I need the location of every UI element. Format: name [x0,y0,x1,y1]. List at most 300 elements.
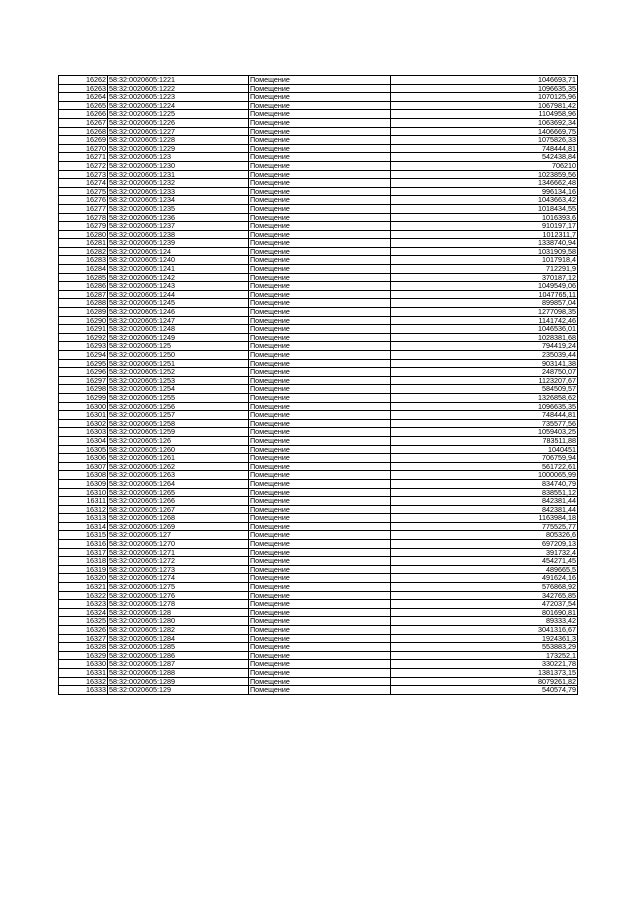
object-type-cell: Помещение [249,222,391,231]
row-number-cell: 16323 [59,600,108,609]
cadastral-value-cell: 1031909,58 [391,247,578,256]
table-row [59,617,578,626]
row-number-cell: 16280 [59,230,108,239]
row-number-cell: 16301 [59,411,108,420]
row-number-cell: 16291 [59,325,108,334]
row-number-cell: 16270 [59,144,108,153]
row-number-cell: 16288 [59,299,108,308]
cadastral-value-cell: 697209,13 [391,540,578,549]
object-type-cell: Помещение [249,256,391,265]
cadastral-value-cell: 996134,16 [391,187,578,196]
cadastral-number-cell: 58:32:0020605:1286 [108,651,249,660]
object-type-cell: Помещение [249,557,391,566]
object-type-cell: Помещение [249,565,391,574]
object-type-cell: Помещение [249,153,391,162]
row-number-cell: 16287 [59,290,108,299]
object-type-cell: Помещение [249,127,391,136]
row-number-cell: 16308 [59,471,108,480]
cadastral-value-cell: 1017918,4 [391,256,578,265]
table-row [59,230,578,239]
cadastral-number-cell: 58:32:0020605:1285 [108,643,249,652]
cadastral-number-cell: 58:32:0020605:1263 [108,471,249,480]
cadastral-number-cell: 58:32:0020605:1262 [108,462,249,471]
row-number-cell: 16320 [59,574,108,583]
table-row [59,497,578,506]
row-number-cell: 16278 [59,213,108,222]
row-number-cell: 16328 [59,643,108,652]
cadastral-number-cell: 58:32:0020605:1270 [108,540,249,549]
object-type-cell: Помещение [249,333,391,342]
table-row [59,600,578,609]
row-number-cell: 16330 [59,660,108,669]
cadastral-number-cell: 58:32:0020605:1265 [108,488,249,497]
cadastral-number-cell: 58:32:0020605:1278 [108,600,249,609]
row-number-cell: 16275 [59,187,108,196]
table-row [59,342,578,351]
row-number-cell: 16321 [59,583,108,592]
table-row [59,325,578,334]
cadastral-value-cell: 801690,81 [391,608,578,617]
row-number-cell: 16268 [59,127,108,136]
object-type-cell: Помещение [249,316,391,325]
object-type-cell: Помещение [249,522,391,531]
cadastral-value-table [58,75,578,695]
cadastral-value-cell: 1338740,94 [391,239,578,248]
object-type-cell: Помещение [249,136,391,145]
row-number-cell: 16305 [59,445,108,454]
object-type-cell: Помещение [249,273,391,282]
cadastral-number-cell: 58:32:0020605:1275 [108,583,249,592]
object-type-cell: Помещение [249,454,391,463]
cadastral-number-cell: 58:32:0020605:1237 [108,222,249,231]
cadastral-number-cell: 58:32:0020605:1256 [108,402,249,411]
object-type-cell: Помещение [249,514,391,523]
row-number-cell: 16284 [59,265,108,274]
row-number-cell: 16296 [59,368,108,377]
cadastral-value-cell: 1067981,42 [391,101,578,110]
cadastral-number-cell: 58:32:0020605:1287 [108,660,249,669]
table-body [59,76,578,695]
cadastral-value-cell: 1023859,56 [391,170,578,179]
row-number-cell: 16274 [59,179,108,188]
object-type-cell: Помещение [249,591,391,600]
table-row [59,368,578,377]
object-type-cell: Помещение [249,651,391,660]
row-number-cell: 16332 [59,677,108,686]
table-row [59,522,578,531]
cadastral-value-cell: 1096635,35 [391,402,578,411]
cadastral-number-cell: 58:32:0020605:1272 [108,557,249,566]
cadastral-value-cell: 576868,92 [391,583,578,592]
object-type-cell: Помещение [249,110,391,119]
table-row [59,179,578,188]
row-number-cell: 16316 [59,540,108,549]
cadastral-value-cell: 173252,1 [391,651,578,660]
object-type-cell: Помещение [249,144,391,153]
table-row [59,239,578,248]
cadastral-number-cell: 58:32:0020605:129 [108,686,249,695]
row-number-cell: 16315 [59,531,108,540]
cadastral-value-cell: 1018434,55 [391,204,578,213]
table-row [59,411,578,420]
table-row [59,290,578,299]
cadastral-value-cell: 1406669,75 [391,127,578,136]
row-number-cell: 16273 [59,170,108,179]
object-type-cell: Помещение [249,239,391,248]
table-row [59,333,578,342]
cadastral-value-cell: 834740,79 [391,479,578,488]
cadastral-value-cell: 1326858,62 [391,393,578,402]
row-number-cell: 16292 [59,333,108,342]
table-row [59,247,578,256]
cadastral-value-cell: 1277098,35 [391,308,578,317]
object-type-cell: Помещение [249,325,391,334]
table-row [59,548,578,557]
row-number-cell: 16331 [59,668,108,677]
object-type-cell: Помещение [249,265,391,274]
row-number-cell: 16293 [59,342,108,351]
cadastral-number-cell: 58:32:0020605:123 [108,153,249,162]
table-row [59,187,578,196]
cadastral-value-cell: 1123207,67 [391,376,578,385]
cadastral-number-cell: 58:32:0020605:1261 [108,454,249,463]
table-row [59,265,578,274]
cadastral-value-cell: 1924361,3 [391,634,578,643]
cadastral-value-cell: 1028381,68 [391,333,578,342]
table-row [59,93,578,102]
table-row [59,540,578,549]
object-type-cell: Помещение [249,445,391,454]
cadastral-value-cell: 1141742,46 [391,316,578,325]
object-type-cell: Помещение [249,479,391,488]
cadastral-number-cell: 58:32:0020605:1259 [108,428,249,437]
cadastral-number-cell: 58:32:0020605:1267 [108,505,249,514]
object-type-cell: Помещение [249,161,391,170]
object-type-cell: Помещение [249,497,391,506]
cadastral-number-cell: 58:32:0020605:1245 [108,299,249,308]
table-row [59,565,578,574]
cadastral-number-cell: 58:32:0020605:1233 [108,187,249,196]
object-type-cell: Помещение [249,574,391,583]
table-row [59,686,578,695]
row-number-cell: 16318 [59,557,108,566]
table-row [59,76,578,85]
cadastral-number-cell: 58:32:0020605:1257 [108,411,249,420]
table-row [59,351,578,360]
table-row [59,101,578,110]
object-type-cell: Помещение [249,351,391,360]
table-row [59,428,578,437]
table-row [59,256,578,265]
cadastral-number-cell: 58:32:0020605:1239 [108,239,249,248]
table-row [59,531,578,540]
cadastral-value-cell: 1075826,33 [391,136,578,145]
table-row [59,196,578,205]
cadastral-value-cell: 3041316,67 [391,626,578,635]
object-type-cell: Помещение [249,101,391,110]
object-type-cell: Помещение [249,393,391,402]
row-number-cell: 16309 [59,479,108,488]
table-row [59,161,578,170]
object-type-cell: Помещение [249,84,391,93]
cadastral-number-cell: 58:32:0020605:1221 [108,76,249,85]
cadastral-number-cell: 58:32:0020605:1238 [108,230,249,239]
object-type-cell: Помещение [249,608,391,617]
cadastral-number-cell: 58:32:0020605:127 [108,531,249,540]
object-type-cell: Помещение [249,230,391,239]
object-type-cell: Помещение [249,600,391,609]
table-row [59,359,578,368]
cadastral-number-cell: 58:32:0020605:1234 [108,196,249,205]
cadastral-value-cell: 1012311,7 [391,230,578,239]
cadastral-number-cell: 58:32:0020605:1258 [108,419,249,428]
row-number-cell: 16297 [59,376,108,385]
row-number-cell: 16282 [59,247,108,256]
object-type-cell: Помещение [249,376,391,385]
cadastral-value-cell: 1070125,96 [391,93,578,102]
cadastral-number-cell: 58:32:0020605:1264 [108,479,249,488]
object-type-cell: Помещение [249,402,391,411]
row-number-cell: 16283 [59,256,108,265]
table-row [59,144,578,153]
table-row [59,204,578,213]
cadastral-value-cell: 910197,17 [391,222,578,231]
cadastral-value-cell: 903141,38 [391,359,578,368]
object-type-cell: Помещение [249,299,391,308]
cadastral-value-cell: 1346662,48 [391,179,578,188]
table-row [59,462,578,471]
object-type-cell: Помещение [249,436,391,445]
table-row [59,471,578,480]
table-row [59,668,578,677]
table-row [59,282,578,291]
cadastral-number-cell: 58:32:0020605:1255 [108,393,249,402]
cadastral-value-cell: 706210 [391,161,578,170]
cadastral-value-cell: 1104958,96 [391,110,578,119]
cadastral-value-cell: 1049549,06 [391,282,578,291]
table-row [59,488,578,497]
cadastral-number-cell: 58:32:0020605:1227 [108,127,249,136]
cadastral-value-cell: 8079261,82 [391,677,578,686]
row-number-cell: 16276 [59,196,108,205]
cadastral-value-cell: 542438,84 [391,153,578,162]
row-number-cell: 16302 [59,419,108,428]
cadastral-value-cell: 1381373,15 [391,668,578,677]
table-row [59,514,578,523]
object-type-cell: Помещение [249,471,391,480]
object-type-cell: Помещение [249,488,391,497]
table-row [59,222,578,231]
table-row [59,376,578,385]
cadastral-value-cell: 794419,24 [391,342,578,351]
row-number-cell: 16294 [59,351,108,360]
cadastral-value-cell: 1040451 [391,445,578,454]
object-type-cell: Помещение [249,419,391,428]
object-type-cell: Помещение [249,76,391,85]
object-type-cell: Помещение [249,385,391,394]
row-number-cell: 16272 [59,161,108,170]
object-type-cell: Помещение [249,204,391,213]
cadastral-value-cell: 748444,81 [391,411,578,420]
object-type-cell: Помещение [249,505,391,514]
object-type-cell: Помещение [249,342,391,351]
row-number-cell: 16264 [59,93,108,102]
object-type-cell: Помещение [249,359,391,368]
cadastral-value-cell: 89333,42 [391,617,578,626]
row-number-cell: 16263 [59,84,108,93]
row-number-cell: 16312 [59,505,108,514]
table-row [59,127,578,136]
table-row [59,677,578,686]
cadastral-number-cell: 58:32:0020605:1230 [108,161,249,170]
row-number-cell: 16285 [59,273,108,282]
cadastral-number-cell: 58:32:0020605:1232 [108,179,249,188]
object-type-cell: Помещение [249,308,391,317]
object-type-cell: Помещение [249,643,391,652]
row-number-cell: 16277 [59,204,108,213]
object-type-cell: Помещение [249,686,391,695]
cadastral-value-cell: 1046536,01 [391,325,578,334]
table-row [59,110,578,119]
object-type-cell: Помещение [249,677,391,686]
cadastral-number-cell: 58:32:0020605:1251 [108,359,249,368]
object-type-cell: Помещение [249,583,391,592]
row-number-cell: 16267 [59,118,108,127]
cadastral-value-cell: 540574,79 [391,686,578,695]
cadastral-value-cell: 248750,07 [391,368,578,377]
cadastral-number-cell: 58:32:0020605:1288 [108,668,249,677]
cadastral-number-cell: 58:32:0020605:1282 [108,626,249,635]
cadastral-value-cell: 1046693,71 [391,76,578,85]
object-type-cell: Помещение [249,368,391,377]
cadastral-value-cell: 370187,12 [391,273,578,282]
cadastral-value-cell: 842381,44 [391,505,578,514]
table-row [59,608,578,617]
cadastral-number-cell: 58:32:0020605:1254 [108,385,249,394]
object-type-cell: Помещение [249,213,391,222]
table-row [59,505,578,514]
cadastral-number-cell: 58:32:0020605:1260 [108,445,249,454]
table-row [59,643,578,652]
cadastral-value-cell: 842381,44 [391,497,578,506]
row-number-cell: 16295 [59,359,108,368]
cadastral-value-cell: 1059403,25 [391,428,578,437]
object-type-cell: Помещение [249,411,391,420]
object-type-cell: Помещение [249,531,391,540]
row-number-cell: 16303 [59,428,108,437]
cadastral-number-cell: 58:32:0020605:1280 [108,617,249,626]
row-number-cell: 16325 [59,617,108,626]
cadastral-number-cell: 58:32:0020605:128 [108,608,249,617]
cadastral-value-cell: 1096635,35 [391,84,578,93]
table-row [59,419,578,428]
cadastral-value-cell: 783511,88 [391,436,578,445]
cadastral-number-cell: 58:32:0020605:1274 [108,574,249,583]
table-row [59,118,578,127]
row-number-cell: 16324 [59,608,108,617]
row-number-cell: 16313 [59,514,108,523]
cadastral-number-cell: 58:32:0020605:1242 [108,273,249,282]
cadastral-value-cell: 748444,81 [391,144,578,153]
cadastral-number-cell: 58:32:0020605:125 [108,342,249,351]
object-type-cell: Помещение [249,660,391,669]
row-number-cell: 16304 [59,436,108,445]
row-number-cell: 16262 [59,76,108,85]
table-row [59,385,578,394]
row-number-cell: 16281 [59,239,108,248]
table-row [59,660,578,669]
cadastral-number-cell: 58:32:0020605:1276 [108,591,249,600]
cadastral-number-cell: 58:32:0020605:1231 [108,170,249,179]
row-number-cell: 16329 [59,651,108,660]
cadastral-value-cell: 1000065,99 [391,471,578,480]
table-row [59,557,578,566]
table-row [59,634,578,643]
row-number-cell: 16271 [59,153,108,162]
cadastral-number-cell: 58:32:0020605:1289 [108,677,249,686]
cadastral-value-cell: 391732,4 [391,548,578,557]
object-type-cell: Помещение [249,548,391,557]
table-row [59,454,578,463]
cadastral-number-cell: 58:32:0020605:1235 [108,204,249,213]
table-row [59,273,578,282]
cadastral-number-cell: 58:32:0020605:126 [108,436,249,445]
object-type-cell: Помещение [249,462,391,471]
object-type-cell: Помещение [249,617,391,626]
row-number-cell: 16289 [59,308,108,317]
row-number-cell: 16299 [59,393,108,402]
cadastral-value-cell: 489665,5 [391,565,578,574]
row-number-cell: 16311 [59,497,108,506]
cadastral-number-cell: 58:32:0020605:1268 [108,514,249,523]
cadastral-value-cell: 1016393,6 [391,213,578,222]
row-number-cell: 16298 [59,385,108,394]
cadastral-number-cell: 58:32:0020605:1229 [108,144,249,153]
cadastral-value-cell: 899857,04 [391,299,578,308]
cadastral-number-cell: 58:32:0020605:1224 [108,101,249,110]
table-row [59,84,578,93]
table-row [59,445,578,454]
cadastral-number-cell: 58:32:0020605:1246 [108,308,249,317]
row-number-cell: 16326 [59,626,108,635]
cadastral-number-cell: 58:32:0020605:1223 [108,93,249,102]
object-type-cell: Помещение [249,282,391,291]
table-row [59,316,578,325]
row-number-cell: 16300 [59,402,108,411]
row-number-cell: 16322 [59,591,108,600]
cadastral-value-cell: 838551,12 [391,488,578,497]
object-type-cell: Помещение [249,540,391,549]
cadastral-value-cell: 1043663,42 [391,196,578,205]
table-row [59,479,578,488]
cadastral-number-cell: 58:32:0020605:1241 [108,265,249,274]
object-type-cell: Помещение [249,118,391,127]
cadastral-value-cell: 330221,78 [391,660,578,669]
cadastral-number-cell: 58:32:0020605:1243 [108,282,249,291]
object-type-cell: Помещение [249,247,391,256]
object-type-cell: Помещение [249,170,391,179]
row-number-cell: 16333 [59,686,108,695]
table-row [59,308,578,317]
object-type-cell: Помещение [249,668,391,677]
cadastral-number-cell: 58:32:0020605:1249 [108,333,249,342]
cadastral-number-cell: 58:32:0020605:1244 [108,290,249,299]
object-type-cell: Помещение [249,179,391,188]
cadastral-value-cell: 775525,77 [391,522,578,531]
cadastral-number-cell: 58:32:0020605:1252 [108,368,249,377]
row-number-cell: 16269 [59,136,108,145]
table-row [59,591,578,600]
